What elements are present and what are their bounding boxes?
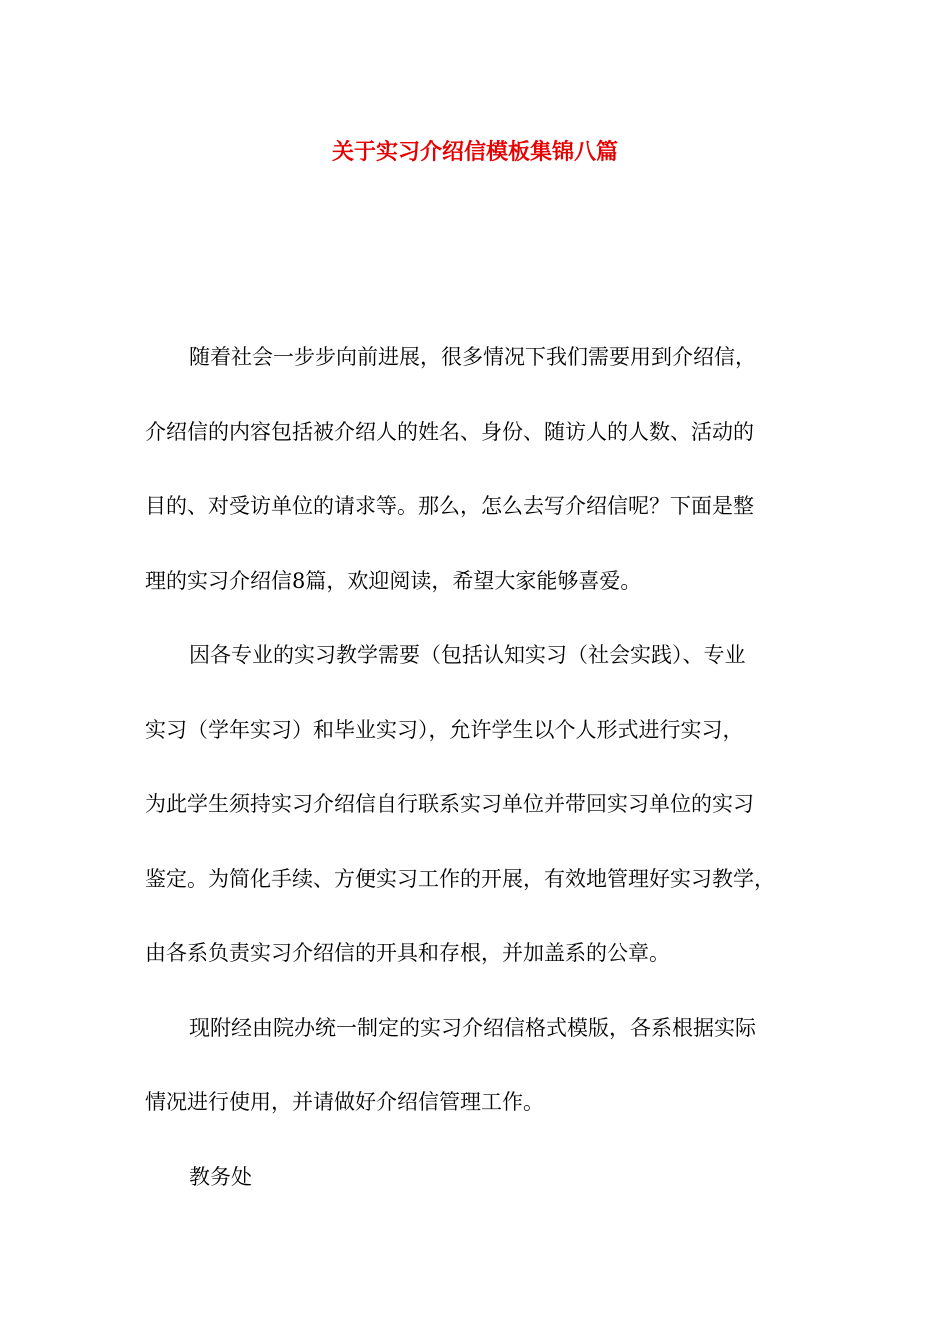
paragraph-intro — [145, 320, 810, 618]
signature-office: 教务处 — [189, 1164, 252, 1189]
paragraph-line: 现附经由院办统一制定的实习介绍信格式模版，各系根据实际 — [189, 1015, 756, 1040]
paragraph-line: 理的实习介绍信8篇，欢迎阅读，希望大家能够喜爱。 — [145, 568, 642, 593]
paragraph-signature — [145, 1140, 810, 1215]
paragraph-line: 鉴定。为简化手续、方便实习工作的开展，有效地管理好实习教学， — [145, 866, 775, 891]
document-title: 关于实习介绍信模板集锦八篇 — [331, 140, 618, 165]
paragraph-line: 随着社会一步步向前进展，很多情况下我们需要用到介绍信， — [189, 345, 756, 369]
paragraph-line: 目的、对受访单位的请求等。那么，怎么去写介绍信呢？下面是整 — [145, 494, 754, 518]
document-body — [145, 320, 810, 1214]
paragraph-line: 由各系负责实习介绍信的开具和存根，并加盖系的公章。 — [145, 941, 670, 965]
paragraph-line: 情况进行使用，并请做好介绍信管理工作。 — [145, 1090, 544, 1114]
paragraph-purpose — [145, 618, 810, 991]
paragraph-line: 介绍信的内容包括被介绍人的姓名、身份、随访人的人数、活动的 — [145, 419, 754, 444]
paragraph-template-note — [145, 991, 810, 1140]
paragraph-line: 为此学生须持实习介绍信自行联系实习单位并带回实习单位的实习 — [145, 792, 754, 816]
paragraph-line: 因各专业的实习教学需要（包括认知实习（社会实践）、专业 — [189, 643, 746, 667]
paragraph-line: 实习（学年实习）和毕业实习），允许学生以个人形式进行实习， — [145, 717, 744, 742]
